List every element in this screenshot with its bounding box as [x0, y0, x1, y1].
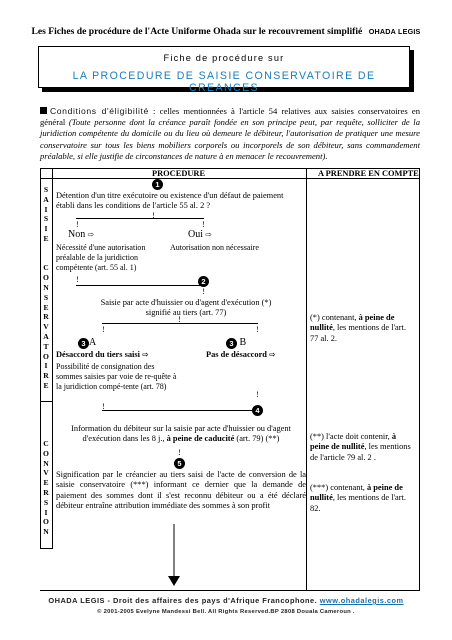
saisie-letter: S: [43, 185, 49, 194]
step-2-text: Saisie par acte d'huissier ou d'agent d'exécution (*) signifié au tiers (art. 77): [100, 298, 272, 318]
connector-line-1: [76, 218, 204, 219]
table-right-border: [419, 168, 420, 590]
step-5-text: Signification par le créancier au tiers saisi de l'acte de conversion de la saisie conservatoire (***) informant ce dernier que la demande de paiement des sommes dont il s'est reconnu débiteur ou a été déclaré débiteur entraîne attribution immédiate des sommes à son profit: [56, 470, 306, 511]
bang-11: !: [178, 448, 181, 457]
saisie-letter: S: [43, 292, 49, 302]
conversion-letter: S: [43, 497, 49, 507]
section-separator: [40, 401, 53, 402]
footer-text: OHADA LEGIS - Droit des affaires des pays d'Afrique Francophone.: [48, 596, 320, 605]
branch-a-text: Possibilité de consignation des sommes saisies par voie de re-quête à la juridiction compé-tente (art. 78): [56, 362, 177, 391]
col-procedure-header: PROCEDURE: [152, 169, 206, 178]
conversion-letter: N: [43, 527, 49, 537]
saisie-letter: E: [43, 380, 49, 390]
table-header-border: [40, 178, 420, 179]
step-4-text: [56, 424, 306, 445]
oui-text: Autorisation non nécessaire: [170, 243, 259, 252]
bang-10: !: [256, 390, 259, 399]
col-note-header: A PRENDRE EN COMPTE: [318, 169, 419, 178]
step-1-text: Détention d'un titre exécutoire ou existence d'un défaut de paiement établi dans les conditions de l'article 55 al. 2 ?: [56, 191, 284, 211]
branch-a: [78, 338, 96, 349]
saisie-letter: C: [43, 263, 49, 273]
s4-pre: Information du débiteur sur la saisie par acte d'huissier ou d'agent d'exécution dans les 8 j.,: [71, 424, 291, 444]
oui-branch: [188, 230, 212, 240]
bang-7: !: [102, 325, 105, 334]
note-2: [310, 432, 416, 463]
saisie-letter: O: [43, 351, 49, 361]
table-section-divider: [52, 168, 53, 548]
note-1: [310, 313, 416, 344]
footer-line-1: [0, 596, 452, 605]
conversion-letter: N: [43, 458, 49, 468]
oui-label: Oui: [188, 229, 203, 240]
branch-b: [226, 338, 246, 349]
note-1-bold: à peine de nullité: [310, 313, 395, 333]
eligibility-label: Conditions d'éligibilité: [50, 106, 149, 116]
title-line1: Fiche de procédure sur: [163, 53, 285, 63]
bang-4: !: [76, 275, 79, 284]
conversion-letter: C: [43, 439, 49, 448]
saisie-letter: A: [43, 331, 49, 341]
note-1-pre: (*) contenant,: [310, 313, 359, 322]
footer-link[interactable]: www.ohadalegis.com: [319, 596, 404, 605]
saisie-letter: E: [43, 302, 49, 312]
conversion-letter: V: [43, 468, 49, 478]
non-text: Nécessité d'une autorisation préalable de la juridiction compétente (art. 55 al. 1): [56, 243, 146, 272]
arrow-right-icon: ⇨: [87, 230, 95, 239]
title-box: [38, 46, 410, 94]
s4-post: (art. 79) (**): [234, 434, 280, 444]
step-2-badge: 2: [198, 276, 209, 287]
bang-6: !: [178, 315, 181, 324]
non-label: Non: [68, 229, 86, 240]
bang-3: !: [202, 220, 205, 229]
connector-line-2: [76, 285, 204, 286]
branch-b-label: B: [239, 337, 247, 348]
eligibility-text: : celles mentionnées à l'article 54 relatives aux saisies conservatoires en général: [40, 106, 421, 128]
saisie-letter: O: [43, 273, 49, 283]
step-1-badge: 1: [152, 179, 163, 190]
table-bottom-left: [40, 548, 53, 549]
saisie-letter: I: [44, 361, 48, 371]
saisie-letter: S: [43, 214, 49, 224]
branch-a-title: [56, 350, 148, 360]
section-conversion-label: [41, 439, 51, 537]
note-3-post: , les mentions de l'art. 82.: [310, 493, 406, 513]
saisie-letter: [41, 254, 51, 264]
s4-bold: à peine de caducité: [166, 434, 235, 444]
note-2-post: , les mentions de l'article 79 al. 2 .: [310, 442, 411, 462]
footer-line-2: © 2001-2005 Evelyne Mandessi Bell. All Rights Reserved.BP 2808 Douala Cameroun .: [97, 609, 355, 615]
note-1-post: , les mentions de l'art. 77 al. 2.: [310, 323, 406, 343]
note-3-bold: à peine de nullité: [310, 483, 403, 503]
note-2-bold: à peine de nullité: [310, 432, 397, 452]
saisie-letter: [41, 244, 51, 254]
note-2-pre: (**) l'acte doit contenir,: [310, 432, 392, 441]
eligibility-paragraph: [40, 106, 420, 162]
step-3b-badge: 3: [226, 338, 237, 349]
conversion-letter: O: [43, 448, 49, 458]
saisie-letter: V: [43, 322, 49, 332]
arrow-right-icon: ⇨: [205, 230, 212, 239]
step-5-badge: 5: [174, 458, 185, 469]
section-saisie-label: [41, 185, 51, 391]
branch-a-label: A: [89, 337, 97, 348]
saisie-letter: R: [43, 371, 49, 381]
saisie-letter: T: [43, 341, 49, 351]
branch-b-title: [206, 350, 275, 360]
saisie-letter: N: [43, 282, 49, 292]
footer-rule: [40, 590, 420, 591]
a-title: Désaccord du tiers saisi: [56, 350, 140, 359]
saisie-letter: A: [43, 194, 49, 204]
bang-5: !: [202, 287, 205, 296]
saisie-letter: E: [43, 233, 49, 243]
bang-1: !: [152, 211, 155, 220]
title-line2: LA PROCEDURE DE SAISIE CONSERVATOIRE DE CREANCES: [72, 70, 376, 94]
bang-2: !: [76, 220, 79, 229]
saisie-letter: I: [44, 204, 48, 214]
conversion-letter: O: [43, 517, 49, 527]
connector-line-4: [102, 410, 254, 411]
conversion-letter: R: [43, 487, 49, 497]
page-header: [0, 26, 452, 37]
saisie-letter: I: [44, 224, 48, 234]
eligibility-italic: (Toute personne dont la créance paraît fondée en son principe peut, par requête, solliciter de la juridiction compétente du domicile ou du lieu où demeure le débiteur, l'autorisation de pratiquer une mesure conservatoire sur tous les biens mobiliers corporels ou incorporels de son débiteur, sans commandement préalable, si elle justifie de circonstances de nature à en menacer le recouvrement).: [40, 117, 420, 161]
header-brand: OHADA LEGIS: [368, 27, 421, 36]
square-bullet-icon: [40, 107, 47, 114]
header-title: Les Fiches de procédure de l'Acte Uniforme Ohada sur le recouvrement simplifié: [31, 26, 363, 37]
arrow-right-icon: ⇨: [269, 350, 276, 359]
non-branch: [68, 230, 94, 240]
saisie-letter: R: [43, 312, 49, 322]
arrow-right-icon: ⇨: [142, 350, 149, 359]
step-4-badge: 4: [252, 405, 263, 416]
step-3a-badge: 3: [78, 338, 89, 349]
table-notes-divider: [306, 168, 307, 590]
b-title: Pas de désaccord: [206, 350, 267, 359]
bang-9: !: [102, 402, 105, 411]
arrow-down-icon: [162, 524, 186, 588]
note-3: [310, 483, 416, 514]
note-3-pre: (***) contenant,: [310, 483, 367, 492]
bang-8: !: [256, 325, 259, 334]
conversion-letter: I: [44, 507, 48, 517]
conversion-letter: E: [43, 478, 49, 488]
procedure-table: [40, 168, 420, 620]
